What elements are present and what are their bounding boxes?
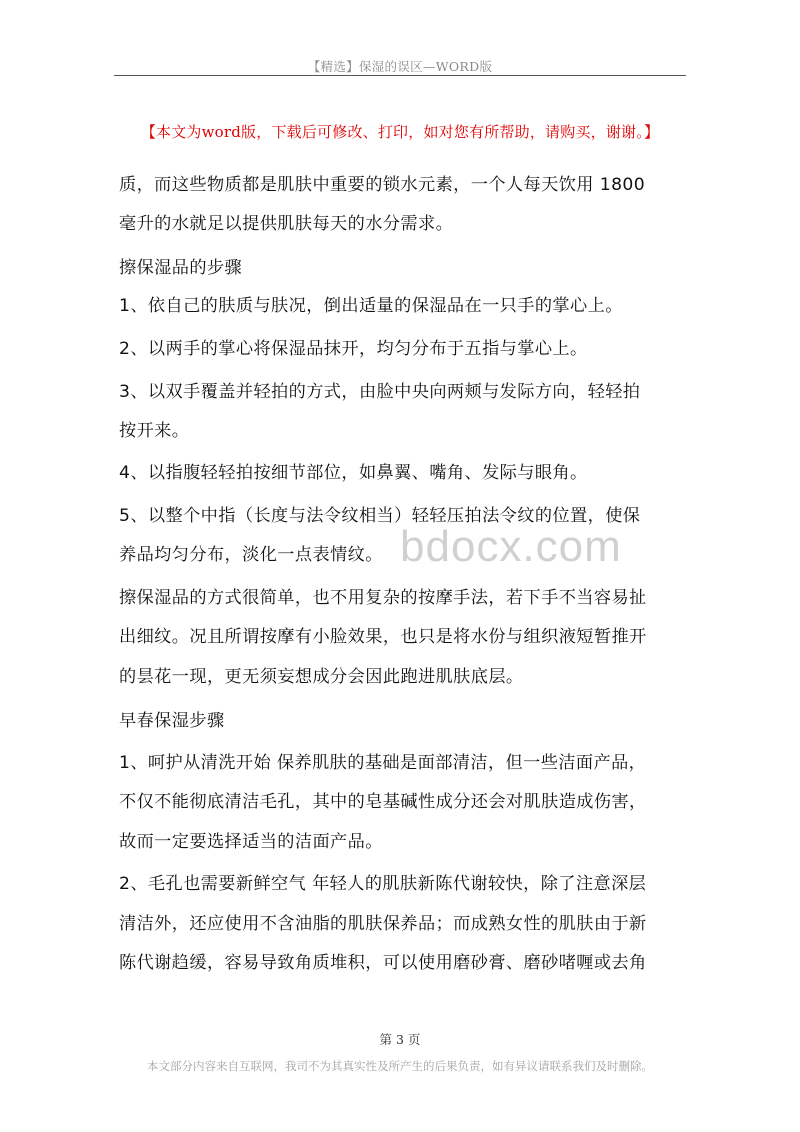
download-notice: 【本文为word版，下载后可修改、打印，如对您有所帮助，请购买，谢谢。】 xyxy=(140,123,660,141)
body-line-step-2: 2、以两手的掌心将保湿品抹开，均匀分布于五指与掌心上。 xyxy=(119,339,588,359)
section-heading-spring: 早春保湿步骤 xyxy=(119,711,225,731)
header-title: 【精选】保湿的误区—WORD版 xyxy=(307,59,493,74)
body-line-step-5-cont: 养品均匀分布，淡化一点表情纹。 xyxy=(119,545,383,565)
body-line-spring-2: 2、毛孔也需要新鲜空气 年轻人的肌肤新陈代谢较快，除了注意深层 xyxy=(119,874,647,894)
body-line-spring-2-cont: 清洁外，还应使用不含油脂的肌肤保养品；而成熟女性的肌肤由于新 xyxy=(119,914,647,934)
section-heading-steps: 擦保湿品的步骤 xyxy=(119,258,243,278)
body-line-paragraph-2: 出细纹。况且所谓按摩有小脸效果，也只是将水份与组织液短暂推开 xyxy=(119,627,647,647)
body-line-step-4: 4、以指腹轻轻拍按细节部位，如鼻翼、嘴角、发际与眼角。 xyxy=(119,463,588,483)
body-line-paragraph-1: 擦保湿品的方式很简单，也不用复杂的按摩手法，若下手不当容易扯 xyxy=(119,588,647,608)
body-line-spring-1-cont: 不仅不能彻底清洁毛孔，其中的皂基碱性成分还会对肌肤造成伤害， xyxy=(119,792,647,812)
watermark: bdocx.com xyxy=(400,522,622,571)
body-line-1: 质，而这些物质都是肌肤中重要的锁水元素，一个人每天饮用 1800 xyxy=(119,175,646,195)
body-line-step-3: 3、以双手覆盖并轻拍的方式，由脸中央向两颊与发际方向，轻轻拍 xyxy=(119,382,641,402)
body-line-spring-2-end: 陈代谢趋缓，容易导致角质堆积，可以使用磨砂膏、磨砂啫喱或去角 xyxy=(119,953,647,973)
body-line-step-3-cont: 按开来。 xyxy=(119,421,190,441)
body-line-spring-1-end: 故而一定要选择适当的洁面产品。 xyxy=(119,832,383,852)
body-line-spring-1: 1、呵护从清洗开始 保养肌肤的基础是面部清洁，但一些洁面产品， xyxy=(119,753,647,773)
body-line-2: 毫升的水就足以提供肌肤每天的水分需求。 xyxy=(119,214,454,234)
body-line-paragraph-3: 的昙花一现，更无须妄想成分会因此跑进肌肤底层。 xyxy=(119,667,524,687)
body-line-step-1: 1、依自己的肤质与肤况，倒出适量的保湿品在一只手的掌心上。 xyxy=(119,296,623,316)
footer-disclaimer: 本文部分内容来自互联网，我司不为其真实性及所产生的后果负责，如有异议请联系我们及时删除。 xyxy=(147,1059,653,1073)
body-line-step-5: 5、以整个中指（长度与法令纹相当）轻轻压拍法令纹的位置，使保 xyxy=(119,506,641,526)
header-divider xyxy=(114,75,686,76)
page-number: 第 3 页 xyxy=(379,1032,421,1047)
